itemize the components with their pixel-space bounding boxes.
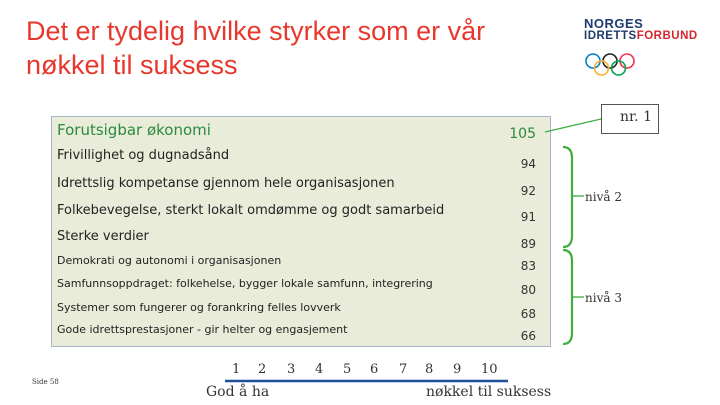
- list-heading: Forutsigbar økonomi: [57, 121, 211, 139]
- scale-number: 7: [399, 362, 408, 377]
- level-2-label: nivå 2: [585, 190, 622, 204]
- page-title: Det er tydelig hvilke styrker som er vår nøkkel til suksess: [26, 16, 486, 80]
- list-item-score: 80: [520, 283, 536, 297]
- bracket-level-3: [563, 250, 572, 344]
- list-item-score: 91: [520, 210, 536, 224]
- scale-right-label: nøkkel til suksess: [426, 384, 552, 400]
- scale-number: 8: [425, 362, 434, 377]
- olympic-rings-icon: [584, 52, 644, 78]
- bracket-level-2: [563, 147, 572, 247]
- scale-number: 4: [315, 362, 324, 377]
- nif-logo: [584, 16, 702, 78]
- list-item: Idrettslig kompetanse gjennom hele organisasjonen: [57, 176, 395, 191]
- list-item: Folkebevegelse, sterkt lokalt omdømme og godt samarbeid: [57, 203, 445, 218]
- list-item-score: 94: [520, 157, 536, 171]
- scale-number: 9: [453, 362, 462, 377]
- list-heading-score: 105: [509, 126, 536, 142]
- scale-number: 3: [287, 362, 296, 377]
- strengths-list: [51, 116, 551, 347]
- list-item-score: 83: [520, 259, 536, 273]
- logo-line-2: IDRETTSFORBUND: [584, 30, 698, 42]
- list-item: Samfunnsoppdraget: folkehelse, bygger lokale samfunn, integrering: [57, 277, 433, 290]
- list-item: Systemer som fungerer og forankring felles lovverk: [57, 301, 341, 314]
- scale-number: 2: [258, 362, 267, 377]
- scale-number: 1: [232, 362, 241, 377]
- list-item: Demokrati og autonomi i organisasjonen: [57, 254, 282, 267]
- logo-line-1: NORGES: [584, 16, 644, 31]
- list-item-score: 66: [520, 329, 536, 343]
- list-item-score: 89: [520, 237, 536, 251]
- scale-number: 6: [370, 362, 379, 377]
- page-number: Side 58: [32, 378, 59, 386]
- scale-left-label: God å ha: [206, 384, 270, 400]
- scale-number: 10: [481, 362, 498, 377]
- list-item: Gode idrettsprestasjoner - gir helter og engasjement: [57, 323, 348, 336]
- rank-callout: nr. 1: [601, 104, 659, 134]
- scale-number: 5: [343, 362, 352, 377]
- list-item-score: 68: [520, 307, 536, 321]
- callout-pointer: [545, 119, 601, 132]
- list-item: Sterke verdier: [57, 229, 149, 244]
- list-item: Frivillighet og dugnadsånd: [57, 148, 230, 163]
- level-3-label: nivå 3: [585, 291, 622, 305]
- list-item-score: 92: [520, 184, 536, 198]
